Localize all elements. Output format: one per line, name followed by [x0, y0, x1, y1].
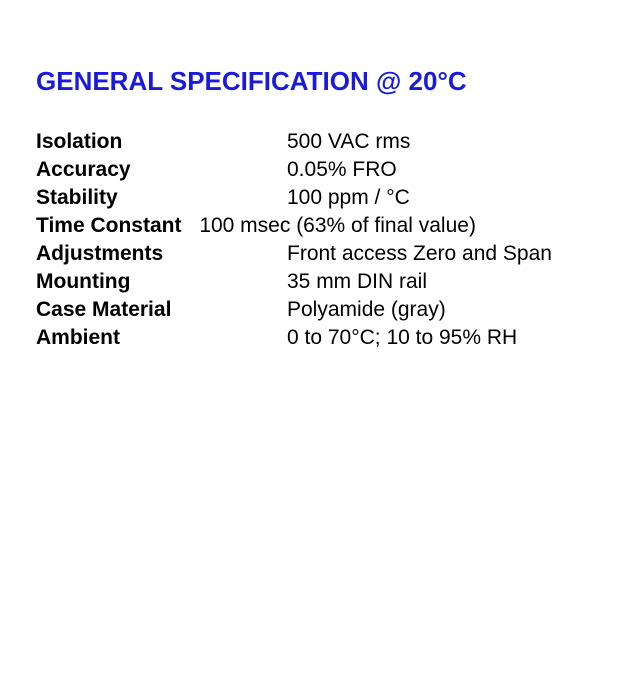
- spec-value: 0.05% FRO: [287, 158, 397, 181]
- spec-row-ambient: [36, 324, 596, 352]
- spec-row-stability: [36, 184, 596, 212]
- spec-row-time-constant: [36, 212, 596, 240]
- spec-table: [36, 128, 596, 352]
- spec-row-accuracy: [36, 156, 596, 184]
- spec-value: Polyamide (gray): [287, 298, 446, 321]
- spec-row-case-material: [36, 296, 596, 324]
- spec-row-isolation: [36, 128, 596, 156]
- page-title: GENERAL SPECIFICATION @ 20°C: [36, 66, 467, 96]
- spec-value: 100 ppm / °C: [287, 186, 410, 209]
- spec-value: 0 to 70°C; 10 to 95% RH: [287, 326, 518, 349]
- spec-value: 35 mm DIN rail: [287, 270, 428, 293]
- spec-value: Front access Zero and Span: [287, 242, 552, 265]
- spec-label: Adjustments: [36, 242, 164, 265]
- spec-label: Stability: [36, 186, 118, 209]
- spec-label: Case Material: [36, 298, 172, 321]
- spec-row-mounting: [36, 268, 596, 296]
- spec-value: 500 VAC rms: [287, 130, 411, 153]
- spec-label: Ambient: [36, 326, 120, 349]
- spec-label: Isolation: [36, 130, 123, 153]
- spec-value: 100 msec (63% of final value): [199, 214, 476, 237]
- spec-label: Mounting: [36, 270, 131, 293]
- spec-label: Time Constant: [36, 214, 182, 237]
- spec-row-adjustments: [36, 240, 596, 268]
- spec-label: Accuracy: [36, 158, 131, 181]
